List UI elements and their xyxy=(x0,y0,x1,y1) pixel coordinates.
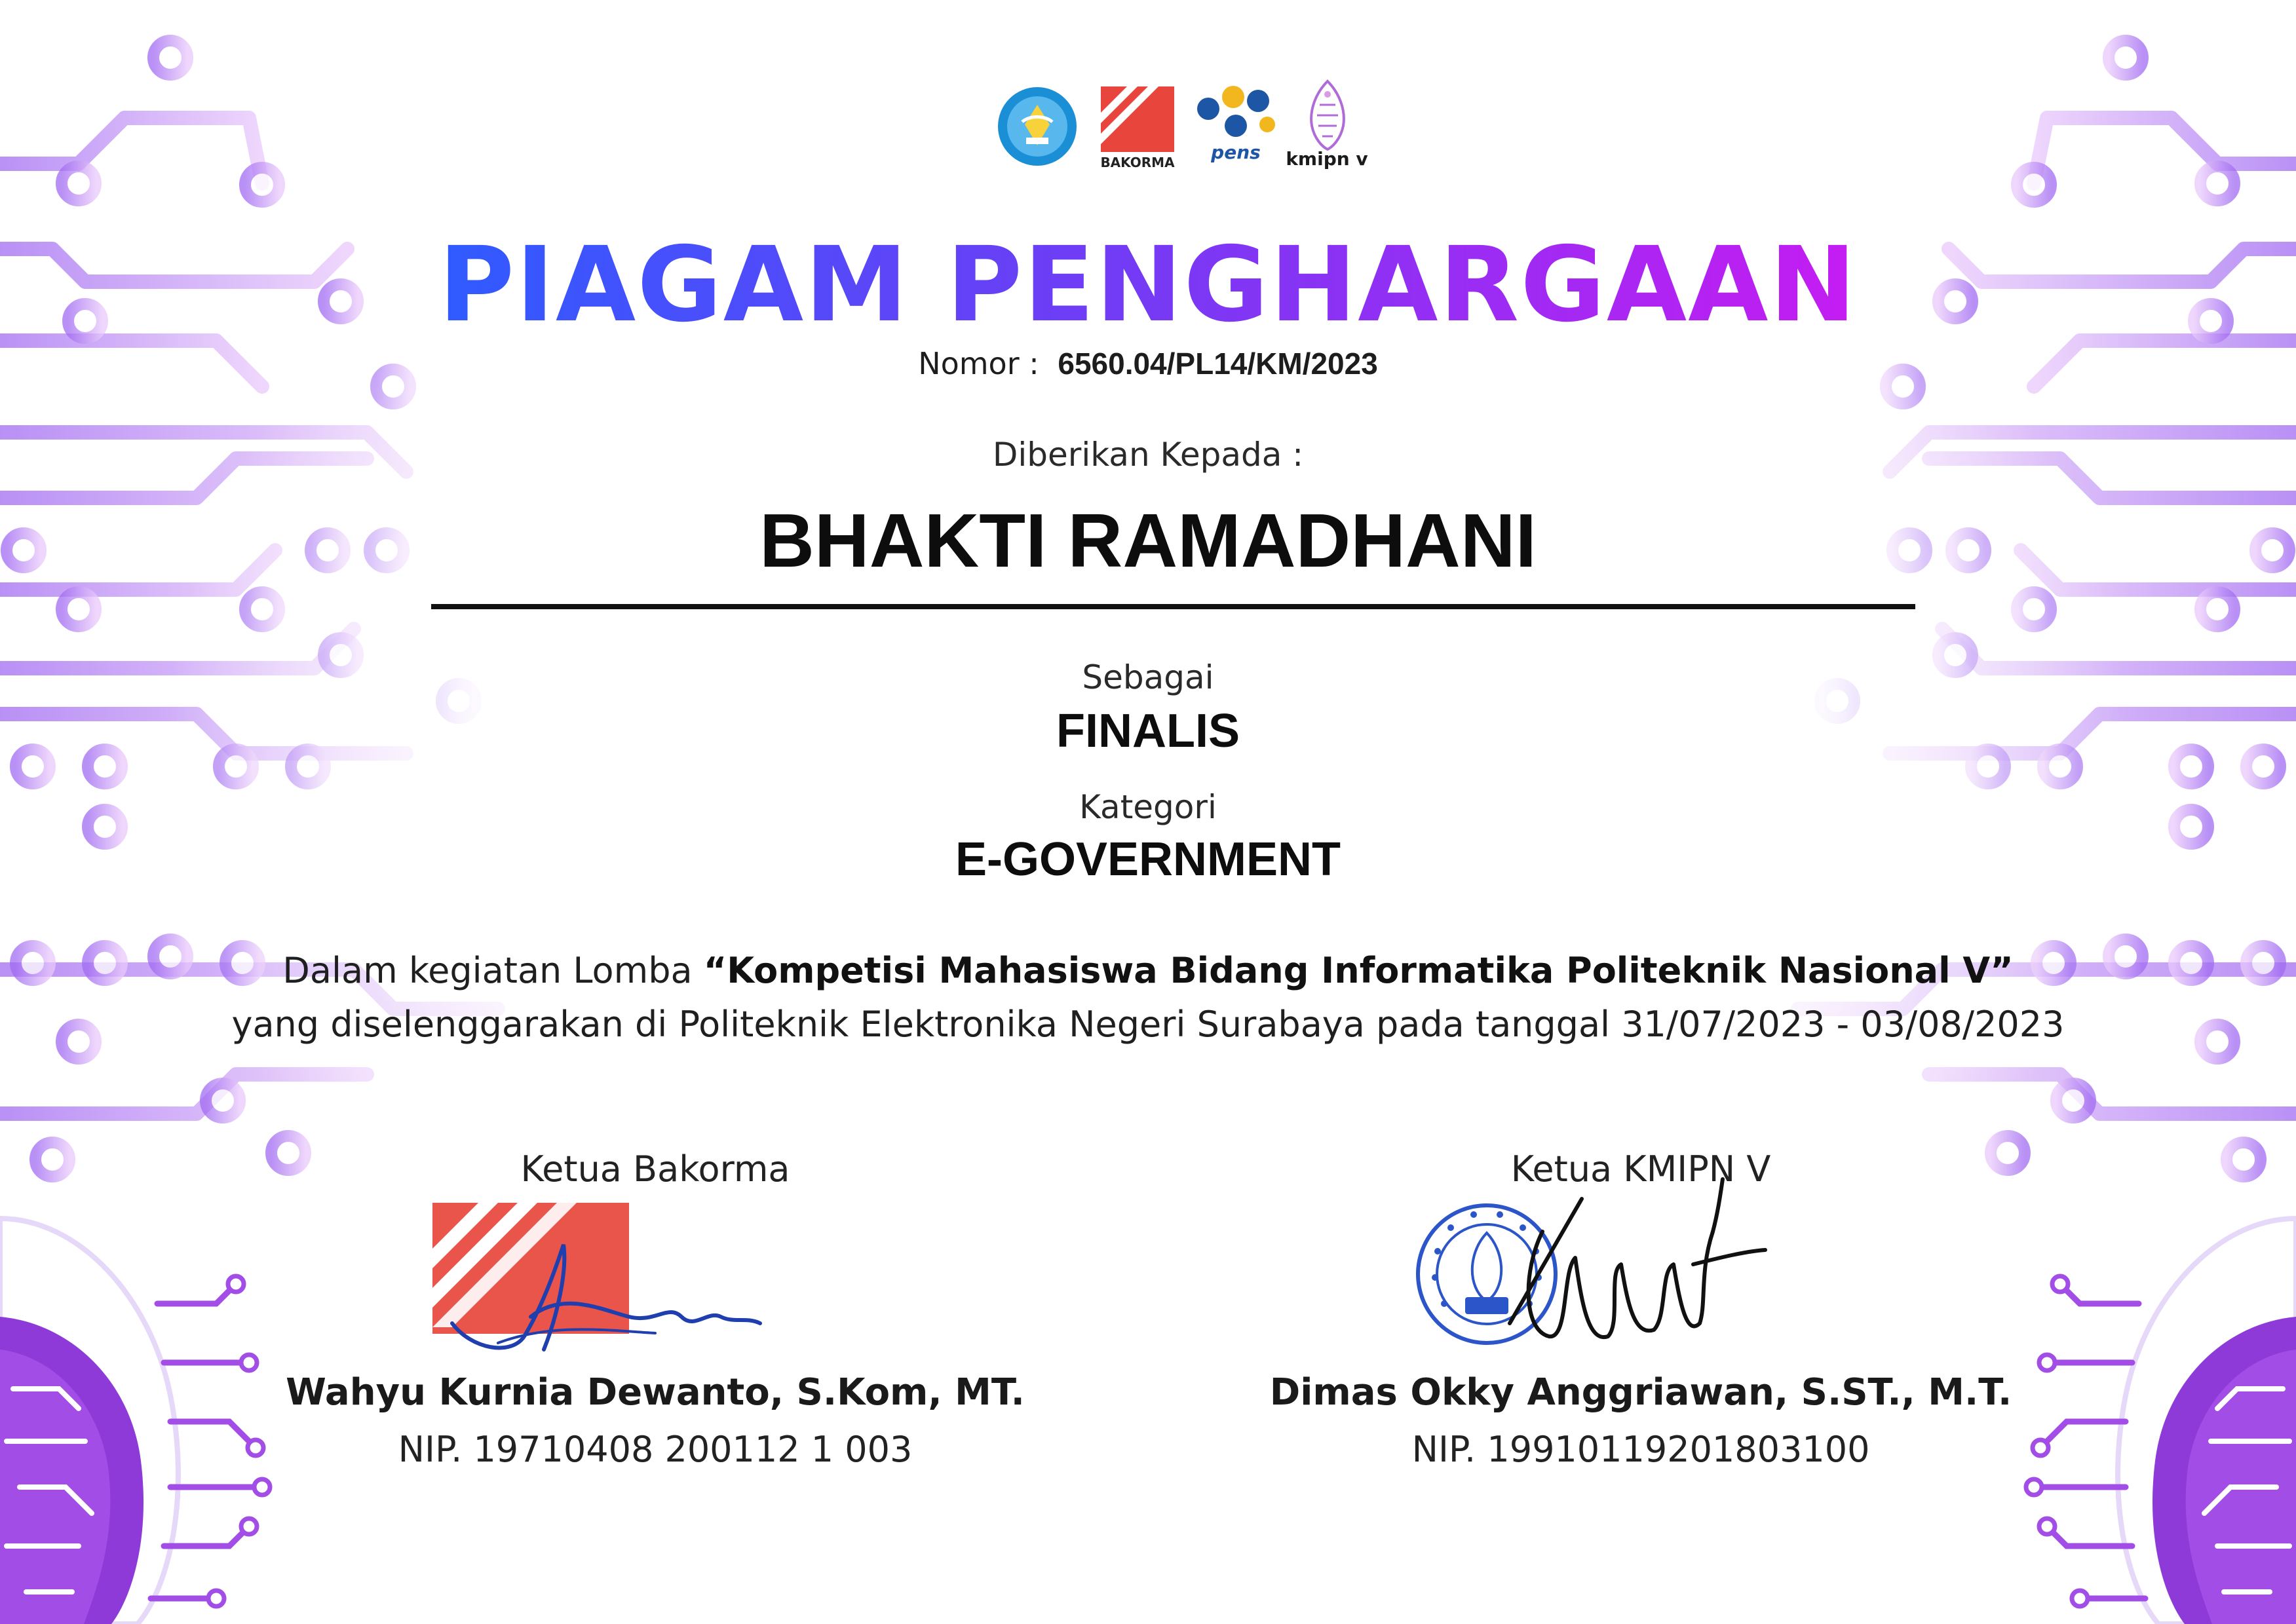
bottom-right-tree-decoration xyxy=(2026,1218,2296,1624)
category-value: E-GOVERNMENT xyxy=(955,833,1341,886)
bottom-left-tree-decoration xyxy=(0,1218,270,1624)
tut-wuri-handayani-logo xyxy=(996,85,1079,168)
signatory-left-nip: NIP. 19710408 200112 1 003 xyxy=(398,1429,913,1470)
signatory-right-name: Dimas Okky Anggriawan, S.ST., M.T. xyxy=(1269,1371,2012,1414)
role-label: Sebagai xyxy=(1082,658,1214,696)
certificate-number-label: Nomor : xyxy=(918,346,1039,381)
signatory-right xyxy=(1248,1146,2034,1487)
event-description-line-2: yang diselenggarakan di Politeknik Elektronika Negeri Surabaya pada tanggal 31/07/2023 - 03/08/2023 xyxy=(231,1004,2065,1045)
recipient-name: BHAKTI RAMADHANI xyxy=(759,498,1537,583)
certificate-number xyxy=(0,344,2296,383)
bakorma-logo-label: BAKORMA xyxy=(1100,155,1175,170)
event-description-prefix: Dalam kegiatan Lomba xyxy=(282,950,704,991)
pens-logo-label: pens xyxy=(1211,142,1261,163)
event-description-line-1 xyxy=(0,947,2296,994)
given-to-label: Diberikan Kepada : xyxy=(992,436,1304,474)
bakorma-logo xyxy=(1101,86,1174,152)
event-name: “Kompetisi Mahasiswa Bidang Informatika Politeknik Nasional V” xyxy=(703,950,2014,991)
signatory-right-role: Ketua KMIPN V xyxy=(1510,1148,1771,1190)
certificate-number-value: 6560.04/PL14/KM/2023 xyxy=(1058,347,1378,381)
signatory-left-role: Ketua Bakorma xyxy=(520,1148,790,1190)
signatory-left xyxy=(262,1146,1048,1487)
certificate-title xyxy=(0,226,2296,344)
kmipn-logo-label: kmipn v xyxy=(1286,148,1368,170)
signatory-left-name: Wahyu Kurnia Dewanto, S.Kom, MT. xyxy=(286,1371,1025,1414)
kmipn-logo xyxy=(1303,79,1352,151)
certificate-title-text: PIAGAM PENGHARGAAN xyxy=(438,225,1858,345)
logo-row xyxy=(0,79,2296,177)
signature-left xyxy=(432,1218,773,1369)
signature-right xyxy=(1497,1173,1772,1369)
category-label: Kategori xyxy=(1079,788,1217,826)
signatory-right-nip: NIP. 19910119201803100 xyxy=(1411,1429,1870,1470)
role-value: FINALIS xyxy=(1056,705,1240,757)
pens-logo xyxy=(1194,84,1279,146)
name-underline xyxy=(431,604,1915,609)
